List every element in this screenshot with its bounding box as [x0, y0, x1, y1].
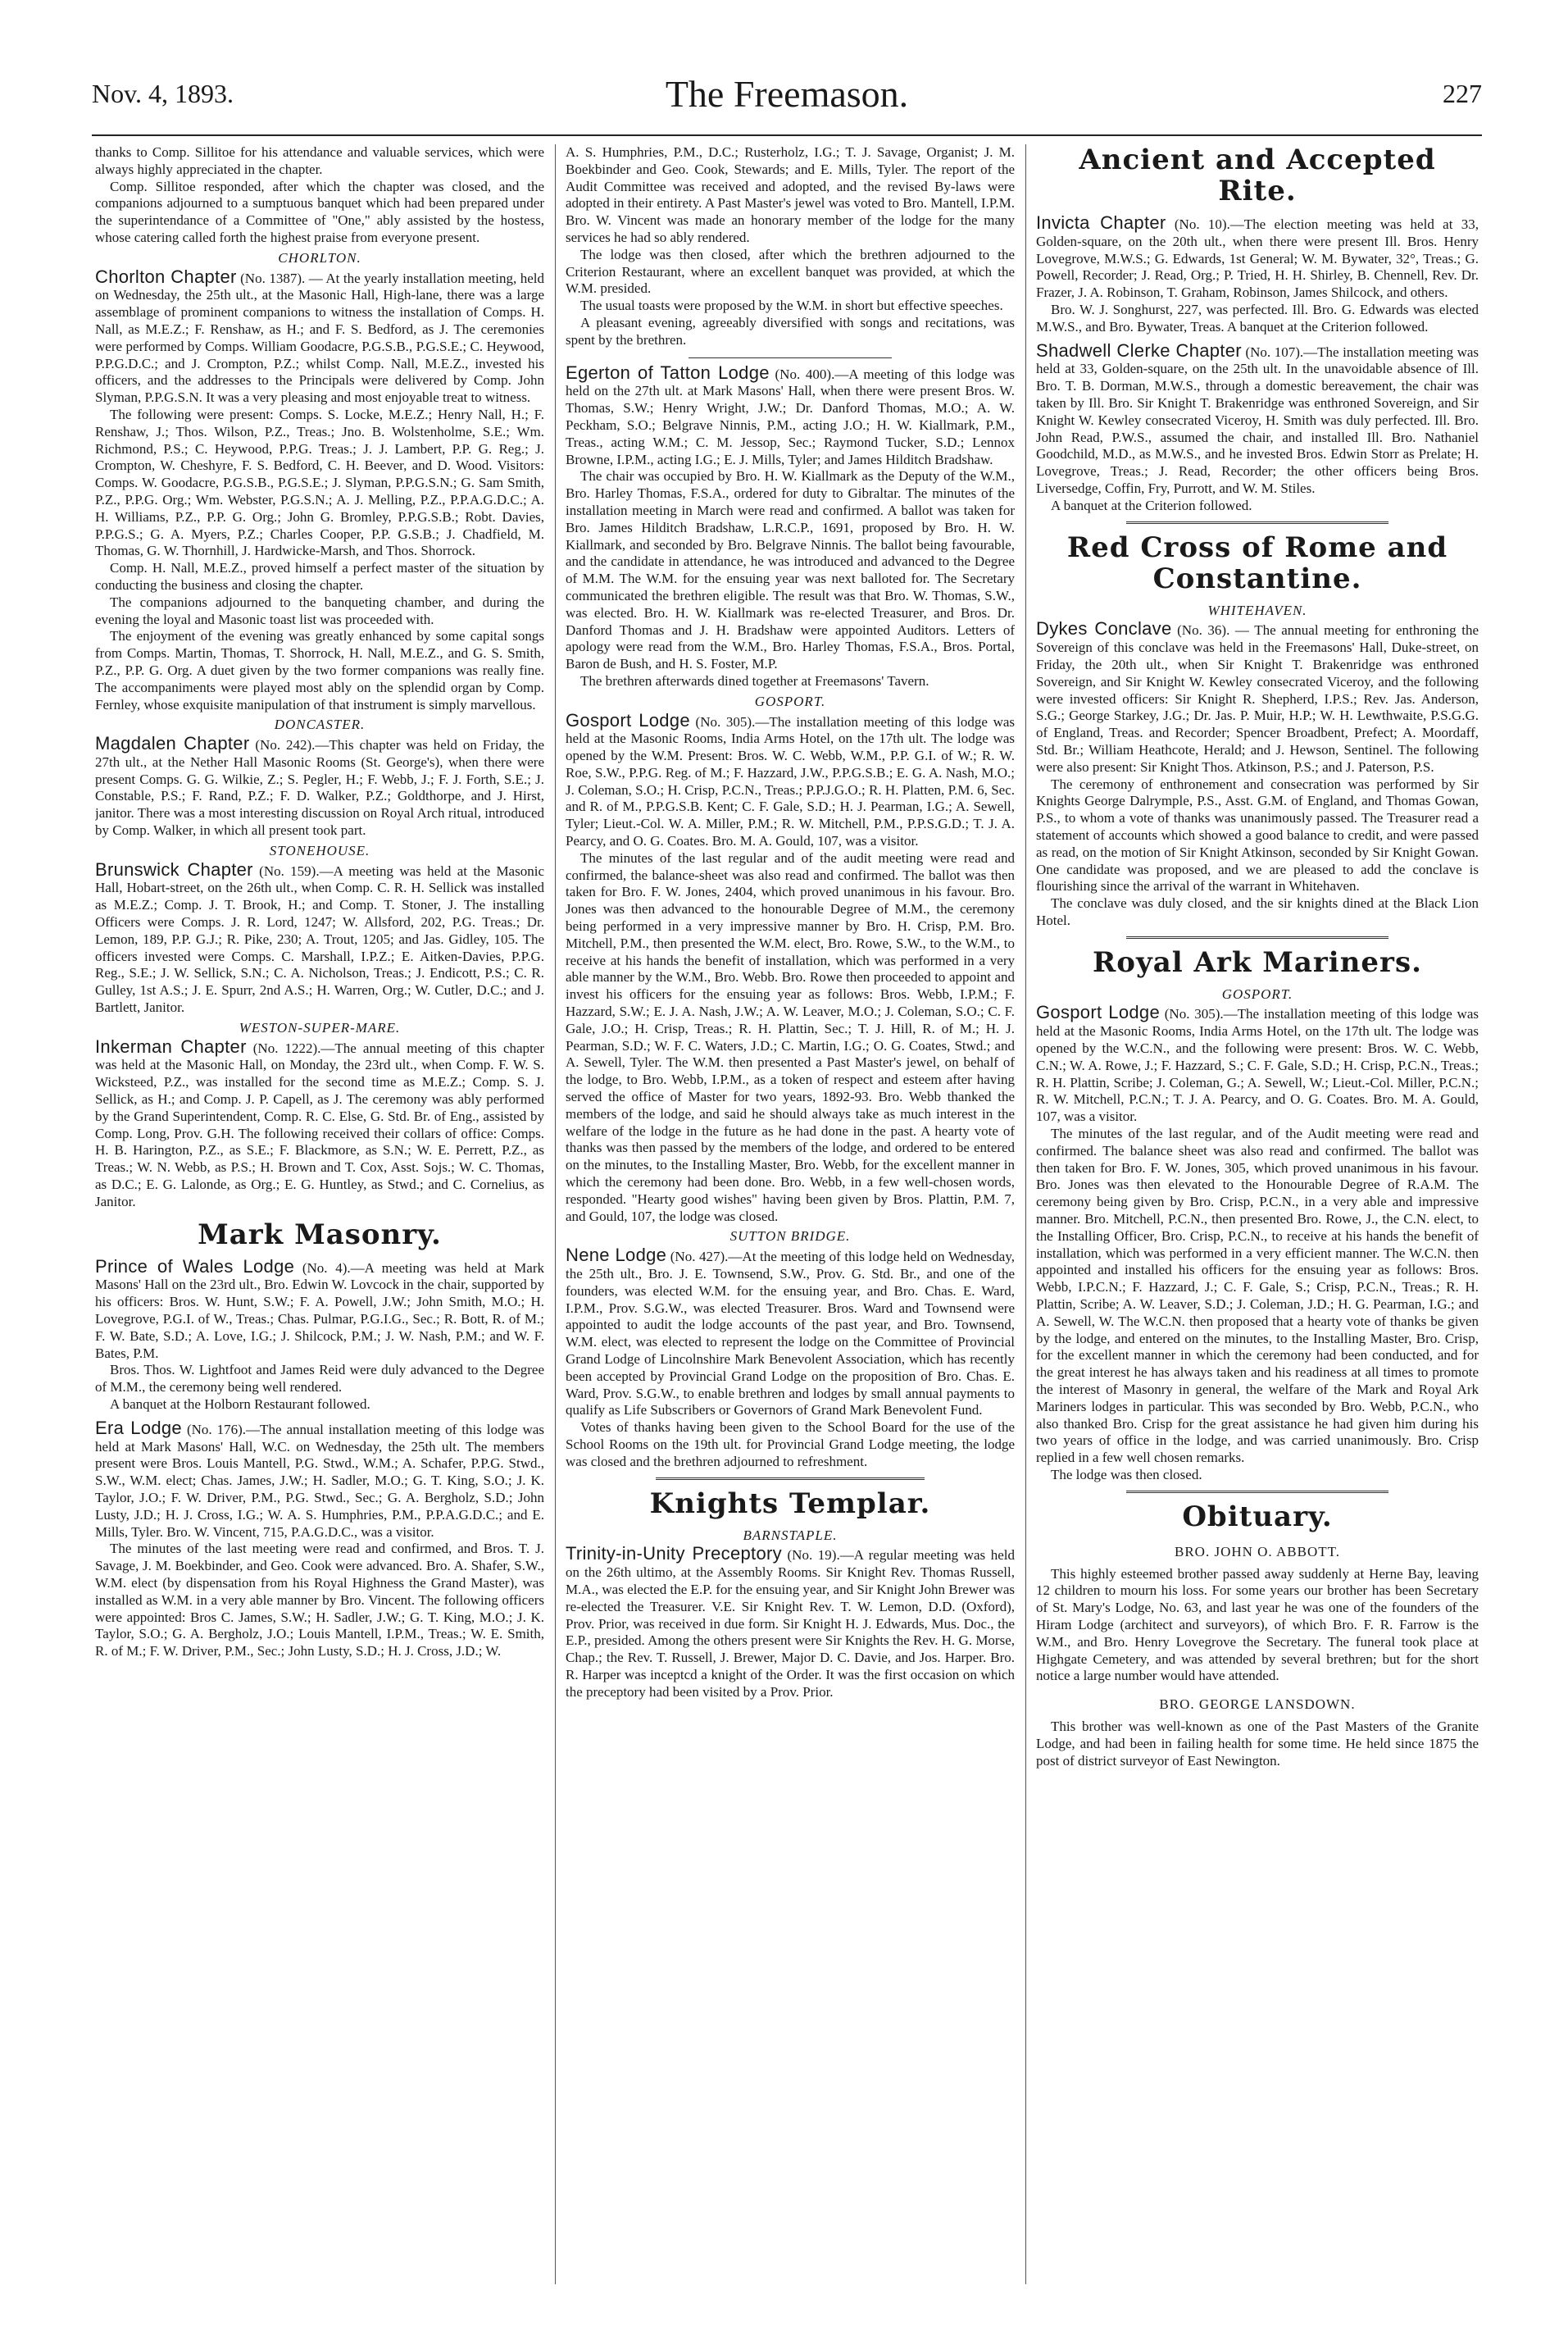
paragraph: Bro. W. J. Songhurst, 227, was perfected. Ill. Bro. G. Edwards was elected M.W.S., and Bro. Bywater, Treas. A banquet at the Criterion followed. — [1036, 301, 1479, 335]
column-2 — [566, 144, 1015, 2284]
report-text: (No. 176).—The annual installation meeting of this lodge was held at Mark Masons' Hall, W.C. on Wednesday, the 25th ult. The members present were Bros. Louis Mantell, P.G. Stwd., W.M.; A. Schafer, P.P.G. Stwd., S.W., W.M. elect; Chas. James, J.W.; H. Sadler, M.O.; G. T. King, S.O.; J. K. Taylor, J.O.; F. W. Driver, P.M., P.G. Stwd., Sec.; G. A. Bergholz, S.D.; John Lusty, J.D.; H. J. Cross, I.G.; W. A. S. Humphries, P.M., P.P.A.G.D.C.; and E. Mills, Tyler. Bro. W. Vincent, 715, P.A.G.D.C., was a visitor. — [95, 1421, 544, 1540]
lodge-name: Dykes Conclave — [1036, 618, 1172, 640]
paragraph: The brethren afterwards dined together at Freemasons' Tavern. — [580, 672, 929, 689]
report-brunswick — [95, 858, 544, 1017]
report-inkerman — [95, 1036, 544, 1211]
section-heading-red-cross: Red Cross of Rome and Constantine. — [1066, 530, 1448, 595]
report-text: (No. 10).—The election meeting was held at 33, Golden-square, on the 20th ult., when there were present Ill. Bros. Henry Lovegrove, M.W.S.; G. Edwards, 1st General; W. M. Bywater, 32°, Treas.; G. Powell, Recorder; J. Read, Org.; P. Tried, H. H. Shirley, B. Chennell, Rev. Dr. Frazer, J. A. Robinson, T. Graham, Robinson, James Shilcock, and others. — [1036, 216, 1479, 301]
masthead-title: The Freemason. — [665, 73, 909, 115]
location-heading: WESTON-SUPER-MARE. — [239, 1019, 401, 1036]
report-magdalen — [95, 735, 544, 840]
lodge-name: Trinity-in-Unity Preceptory — [566, 1543, 782, 1564]
location-heading: BARNSTAPLE. — [743, 1527, 838, 1543]
obituary-name: BRO. JOHN O. ABBOTT. — [1175, 1543, 1340, 1559]
section-rule — [1126, 521, 1388, 524]
page-header — [92, 72, 1482, 130]
section-rule — [1126, 1491, 1388, 1493]
report-text: (No. 159).—A meeting was held at the Masonic Hall, Hobart-street, on the 26th ult., when Comp. C. R. H. Sellick was installed as M.E.Z.; Comp. J. T. Brook, H.; and Comp. T. Stoner, J. The installing Officers were Comps. J. R. Lord, 1247; W. Allsford, 202, P.G. Treas.; Dr. Lemon, 189, P.P. G.J.; R. Pike, 230; A. Trout, 1205; and Jas. Gidley, 105. The officers invested were Comps. C. Marshall, I.P.Z.; E. Aitken-Davies, P.P.G. Reg., S.E.; J. W. Sellick, S.N.; C. A. Nicholson, Treas.; J. Endicott, P.S.; C. R. Gulley, 1st A.S.; J. E. Spurr, 2nd A.S.; H. Warren, Org.; W. Cutler, D.C.; and J. Bartlett, Janitor. — [95, 863, 544, 1016]
report-text: (No. 1387). — At the yearly installation meeting, held on Wednesday, the 25th ult., at the Masonic Hall, High-lane, there was a large assemblage of prominent companions to witness the installation of Comps. H. Nall, as M.E.Z.; F. Renshaw, as H.; and F. S. Bedford, as J. The ceremonies were performed by Comps. William Goodacre, P.G.S.B., P.G.S.E.; C. Heywood, P.P.G.D.C.; and J. Crompton, P.Z.; whilst Comp. Nall, M.E.Z., invested his officers, and the addresses to the Principals were delivered by Comp. John Slyman, P.P.G.S.N. It was a very pleasing and most enjoyable treat to witness. — [95, 270, 544, 406]
issue-date: Nov. 4, 1893. — [92, 79, 234, 108]
page-number: 227 — [1443, 79, 1482, 108]
lodge-name: Egerton of Tatton Lodge — [566, 362, 770, 383]
lodge-name: Invicta Chapter — [1036, 212, 1166, 233]
lodge-name: Inkerman Chapter — [95, 1036, 247, 1057]
paragraph: A. S. Humphries, P.M., D.C.; Rusterholz, I.G.; T. J. Savage, Organist; J. M. Boekbinder and Geo. Cook, Stewards; and E. Mills, Tyler. The report of the Audit Committee was received and adopted, and the revised By-laws were adopted in their entirety. A Past Master's jewel was voted to Bro. Mantell, I.P.M. Bro. W. Vincent was made an honorary member of the lodge for the many services he had so ably rendered. — [566, 144, 1015, 245]
header-rule — [92, 134, 1482, 136]
lodge-name: Gosport Lodge — [566, 709, 690, 731]
report-text: (No. 305).—The installation meeting of this lodge was held at the Masonic Rooms, India Arms Hotel, on the 17th ult. The lodge was opened by the W.C.N., and the following were present: Bros. W. C. Webb, C.N.; W. A. Rowe, J.; F. Hazzard, S.; C. F. Gale, S.D.; H. Crisp, P.C.N., Treas.; R. H. Plattin, Scribe; J. Coleman, G.; A. Sewell, W.; Lieut.-Col. Miller, P.C.N.; R. W. Mitchell, P.C.N.; T. J. A. Pearcy, and O. G. Coates. Bro. M. A. Gould, 107, was a visitor. — [1036, 1006, 1479, 1125]
column-divider — [1025, 144, 1026, 2284]
paragraph: thanks to Comp. Sillitoe for his attendance and valuable services, which were always highly appreciated in the chapter. — [95, 144, 544, 177]
report-gosport-ram — [1036, 1004, 1479, 1126]
lodge-name: Gosport Lodge — [1036, 1002, 1160, 1023]
paragraph: The minutes of the last regular, and of the Audit meeting were read and confirmed. The balance sheet was also read and confirmed. The ballot was then taken for Bro. F. W. Jones, 305, which proved unanimous in his favour. Bro. Jones was then elevated to the Honourable Degree of R.A.M. The ceremony being given by Bro. Crisp, P.C.N., in a very able and impressive manner. Bro. Mitchell, P.C.N., then presented Bro. Rowe, J., the C.N. elect, to the Installing Officer, Bro. Crisp, P.C.N., to receive at his hands the benefit of installation, which was performed in a very efficient manner. The W.C.N. then appointed and installed his officers for the ensuing year as follows: Bros. Webb, I.P.C.N.; F. Hazzard, J.; C. F. Gale, S.; Crisp, P.C.N., Treas.; R. H. Plattin, Scribe; A. W. Leaver, S.D.; J. Coleman, J.D.; H. G. Pearman, I.G.; and A. Sewell, W. The W.C.N. then proposed that a hearty vote of thanks be given by the lodge, and entered on the minutes, to the Installing Master, Bro. Crisp, for the excellent manner in which the ceremony had been conducted, and for the great interest he has always taken and his readiness at all times to promote the interest of Masonry in general, the welfare of the Mark and Royal Ark Mariners lodges in particular. This was seconded by Bro. Webb, P.C.N., who also thanked Bro. Crisp for the great assistance he had given him during his two years of office in the lodge, and was carried unanimously. Bro. Crisp replied in a few well chosen remarks. — [1036, 1126, 1479, 1466]
paragraph: This highly esteemed brother passed away suddenly at Herne Bay, leaving 12 children to mourn his loss. For some years our brother has been Secretary of St. Mary's Lodge, No. 63, and last year he was one of the founders of the Hiram Lodge (architect and surveyors), of which Bro. F. R. Farrow is the W.M., and Bro. Henry Lovegrove the Secretary. The funeral took place at Highgate Cemetery, and was attended by several brethren; but for the short notice a large number would have attended. — [1036, 1565, 1479, 1684]
location-heading: STONEHOUSE. — [269, 842, 370, 858]
location-heading: SUTTON BRIDGE. — [729, 1228, 851, 1245]
report-dykes — [1036, 618, 1479, 776]
paragraph: A banquet at the Criterion followed. — [1051, 497, 1252, 513]
paragraph: A pleasant evening, agreeably diversified with songs and recitations, was spent by the brethren. — [566, 314, 1015, 348]
section-rule — [1126, 936, 1388, 939]
paragraph: The conclave was duly closed, and the sir knights dined at the Black Lion Hotel. — [1036, 895, 1479, 928]
paragraph: The lodge was then closed. — [1051, 1467, 1202, 1482]
report-text: (No. 4).—A meeting was held at Mark Masons' Hall on the 23rd ult., Bro. Edwin W. Lovcock in the chair, supported by his officers: Bros. W. Hunt, S.W.; F. A. Powell, J.W.; John Smith, M.O.; H. Lovegrove, P.G.I. of W., Treas.; Chas. Pulmar, P.G.I.G., Sec.; R. Bott, R. of M.; F. W. Bate, S.D.; A. Love, I.G.; J. Shilcock, P.M.; J. W. Nash, P.M.; and W. F. Bates, P.M. — [95, 1259, 544, 1361]
paragraph: The companions adjourned to the banqueting chamber, and during the evening the loyal and Masonic toast list was proceeded with. — [95, 594, 544, 627]
report-trinity-in-unity — [566, 1543, 1015, 1700]
report-invicta — [1036, 212, 1479, 302]
paragraph: The chair was occupied by Bro. H. W. Kiallmark as the Deputy of the W.M., Bro. Harley Thomas, F.S.A., ordered for duty to Gibraltar. The minutes of the installation meeting in March were read and confirmed. A ballot was taken for Bro. James Hilditch Bradshaw, L.R.C.P., 1691, proposed by Bro. H. W. Kiallmark, and seconded by Bro. Belgrave Ninnis. The ballot being favourable, and the candidate in attendance, he was introduced and advanced to the Degree of M.M. The W.M. for the ensuing year was next balloted for. The Secretary communicated the brethren eligible. The result was that Bro. W. Thomas, S.W., was elected. Bro. H. W. Kiallmark was re-elected Treasurer, and Bros. Dr. Danford Thomas and J. H. Bradshaw were appointed Auditors. Letters of apology were read from the W.M., Bro. Harley Thomas, F.S.A., Bros. Portal, Baron de Bush, and H. S. Foster, M.P. — [566, 468, 1015, 672]
report-text: (No. 305).—The installation meeting of this lodge was held at the Masonic Rooms, India Arms Hotel, on the 17th ult. The lodge was opened by the W.M. Present: Bros. W. C. Webb, W.M., P.P. G.I. of W.; R. W. Roe, S.W., P.P.G. Reg. of M.; F. Hazzard, J.W., P.P.G.S.B.; E. G. A. Nash, M.O.; J. Coleman, S.O.; H. Crisp, P.C.N., Treas.; P.P.J.G.O.; R. H. Platten, P.M. 6, Sec. and R. of M., P.P.G.S.B. Kent; C. F. Gale, S.D.; H. J. Pearman, I.G.; A. Sewell, Tyler; Lieut.-Col. W. A. Miller, P.M.; R. W. Mitchell, P.M., P.P.S.G.D.; T. J. A. Pearcy, and O. G. Coates. Bro. M. A. Gould, 107, was a visitor. — [566, 713, 1015, 849]
lodge-name: Chorlton Chapter — [95, 266, 237, 287]
paragraph: The usual toasts were proposed by the W.M. in short but effective speeches. — [580, 298, 1003, 314]
location-heading: GOSPORT. — [1221, 986, 1293, 1002]
lodge-name: Prince of Wales Lodge — [95, 1255, 295, 1277]
paragraph: Votes of thanks having been given to the School Board for the use of the School Rooms on the 19th ult. for Provincial Grand Lodge meeting, the lodge was closed and the brethren adjourned to refreshment. — [566, 1419, 1015, 1469]
report-text: (No. 19).—A regular meeting was held on the 26th ultimo, at the Assembly Rooms. Sir Knight Rev. Thomas Russell, M.A., was elected the E.P. for the ensuing year, and Sir Knight John Brewer was re-elected the Treasurer. V.E. Sir Knight Rev. T. W. Lemon, D.D. (Oxford), Prov. Prior, was received in due form. Sir Knight H. J. Edwards, Mus. Doc., the E.P., presided. Among the others present were Sir Knights the Rev. H. G. Morse, Chap.; the Rev. T. Russell, J. Brewer, Major D. C. Davie, and Jos. Harper. Bro. R. Harper was inceptcd a knight of the Order. It was the first occasion on which the preceptory had been visited by a Prov. Prior. — [566, 1547, 1015, 1700]
report-egerton — [566, 362, 1015, 469]
section-heading-royal-ark-mariners: Royal Ark Mariners. — [1093, 945, 1422, 979]
paragraph: Comp. Sillitoe responded, after which the chapter was closed, and the companions adjourned to a sumptuous banquet which had been prepared under the superintendance of a Committee of "One," ably assisted by the hostess, whose catering called forth the highest praise from everyone present. — [95, 178, 544, 245]
report-shadwell-clerke — [1036, 339, 1479, 498]
paragraph: The lodge was then closed, after which the brethren adjourned to the Criterion Restaurant, where an excellent banquet was provided, at which the W.M. presided. — [566, 246, 1015, 297]
report-text: (No. 400).—A meeting of this lodge was held on the 27th ult. at Mark Masons' Hall, when there were present Bros. W. Thomas, S.W.; Henry Wright, J.W.; Dr. Danford Thomas, M.O.; A. W. Peckham, S.O.; Belgrave Ninnis, P.M., acting J.O.; H. W. Kiallmark, P.M., Treas., acting W.M.; C. M. Jessop, Sec.; Raymond Tucker, S.D.; Lennox Browne, I.P.M., acting I.G.; E. J. Mills, Tyler; and James Hilditch Bradshaw. — [566, 366, 1015, 467]
paragraph: The following were present: Comps. S. Locke, M.E.Z.; Henry Nall, H.; F. Renshaw, J.; Thos. Wilson, P.Z., Treas.; Jno. B. Wolstenholme, S.E.; Wm. Richmond, P.S.; C. Heywood, P.P.G. Treas.; J. J. Lambert, P.P. G. Reg.; J. Crompton, W. Cheshyre, F. S. Bedford, C. H. Beever, and D. Wood. Visitors: Comps. W. Goodacre, P.G.S.B., P.G.S.E.; J. Slyman, P.P.G.S.N.; G. Sam Smith, P.Z., P.P.G. Org.; Wm. Webster, P.G.S.N.; A. J. Melling, P.Z., P.P.A.G.D.C.; A. H. Williams, P.Z., P.P. G. Org.; John G. Bromley, P.P.G.S.B.; Robt. Davies, P.P.G.S.; G. A. Myers, P.Z.; Charles Cooper, P.P. G.S.B.; J. Chadfield, M. Thomas, G. W. Thornhill, J. Hardwicke-Marsh, and Thos. Shorrock. — [95, 406, 544, 559]
lodge-name: Nene Lodge — [566, 1245, 667, 1266]
obituary-name: BRO. GEORGE LANSDOWN. — [1159, 1696, 1356, 1713]
column-1 — [95, 144, 544, 2284]
location-heading: GOSPORT. — [754, 693, 826, 709]
paragraph: A banquet at the Holborn Restaurant followed. — [110, 1395, 370, 1412]
paragraph: The minutes of the last meeting were read and confirmed, and Bros. T. J. Savage, J. M. Boekbinder, and Geo. Cook were advanced. Bro. A. Shafer, S.W., W.M. elect (by dispensation from his Royal Highness the Grand Master), was installed as W.M. in a very able manner by Bro. Vincent. The following officers were appointed: Bros C. James, S.W.; H. Sadler, J.W.; G. T. King, M.O.; J. K. Taylor, S.O.; G. A. Bergholz, J.O.; Louis Mantell, I.P.M., Treas.; W. E. Smith, R. of M.; F. W. Driver, P.M., Sec.; John Lusty, S.D.; H. J. Cross, J.D.; W. — [95, 1541, 544, 1659]
section-heading-knights-templar: Knights Templar. — [649, 1486, 931, 1520]
report-text: (No. 107).—The installation meeting was held at 33, Golden-square, on the 25th ult. In the unavoidable absence of Ill. Bro. T. B. Dorman, M.W.S., through a domestic bereavement, the chair was taken by Ill. Bro. Sir Knight T. Brakenridge was enthroned Sovereign, and Sir Knight W. Kewley consecrated Viceroy, H. Smith was duly perfected. Ill. Bro. John Read, P.W.S., assumed the chair, and installed Ill. Bro. Nathaniel Goodchild, M.D., as M.W.S., and he invested Bros. Edwin Storr as Prelate; H. Lovegrove, Treas.; J. Read, Recorder; the other officers being Bros. Liversedge, Coffin, Fry, Purrott, and W. M. Stiles. — [1036, 344, 1479, 496]
section-heading-obituary: Obituary. — [1182, 1500, 1333, 1533]
paragraph: The minutes of the last regular and of the audit meeting were read and confirmed, the balance-sheet was also read and confirmed. The ballot was then taken for Bro. F. W. Jones, 2404, which proved unanimous in his favour. Bro. Jones was then advanced to the honourable Degree of M.M., the ceremony being performed in a very impressive manner by Bro. H. Crisp, P.M. Bro. Mitchell, P.M., then presented the W.M. elect, Bro. Rowe, S.W., to the W.M., to receive at his hands the benefit of installation, which was performed in a very able manner by the W.M., Bro. Webb. Bro. Rowe then proceeded to appoint and invest his officers for the ensuing year as follows: Bros. Webb, I.P.M.; F. Hazzard, S.W.; E. J. A. Nash, J.W.; A. W. Leaver, M.O.; J. Coleman, S.O.; C. F. Gale, J.O.; H. Crisp, Treas.; R. H. Plattin, Sec.; T. J. Hill, R. of M.; H. J. Pearman, S.D.; W. F. C. Waters, J.D.; C. Martin, I.G.; O. G. Coates, Stwd.; and A. Sewell, Tyler. The W.M. then presented a Past Master's jewel, on behalf of the lodge, to Bro. Webb, I.P.M., as a token of respect and esteem after having served the office of Master for two years, 1892-93. Bro. Webb thanked the members of the lodge, and said he should always take as much interest in the welfare of the lodge in the future as he had done in the past. A hearty vote of thanks was then passed by the members of the lodge, and ordered to be entered on the minutes, to the Installing Master, Bro. Webb, for the excellent manner in which the ceremony had been done. Bro. Webb, in a few well-chosen words, responded. "Hearty good wishes" having been given by Bros. Plattin, P.M. 7, and Gould, 107, the lodge was closed. — [566, 849, 1015, 1224]
paragraph: The ceremony of enthronement and consecration was performed by Sir Knights George Dalrymple, P.S., Asst. G.M. of England, and Thomas Gowan, P.S., to whom a vote of thanks was unanimously passed. The Treasurer read a statement of accounts which showed a good balance to credit, and were passed as read, on the motion of Sir Knight Atkinson, seconded by Sir Knight Gowan. One candidate was proposed, and we are pleased to add the conclave is flourishing since the arrival of the warrant in Whitehaven. — [1036, 776, 1479, 895]
location-heading: WHITEHAVEN. — [1207, 602, 1307, 618]
location-heading: CHORLTON. — [278, 249, 361, 266]
lodge-name: Shadwell Clerke Chapter — [1036, 339, 1242, 361]
report-text: (No. 427).—At the meeting of this lodge held on Wednesday, the 25th ult., Bro. J. E. Townsend, S.W., Prov. G. Std. Br., and one of the founders, was elected W.M. for the ensuing year, and Bro. Chas. E. Ward, I.P.M., Prov. S.G.W., was elected Treasurer. Bros. Ward and Townsend were appointed to audit the lodge accounts of the past year, and Bro. Townsend, W.M. elect, was elected to represent the lodge on the Committee of Provincial Grand Lodge of Lincolnshire Mark Benevolent Association, which has recently been accepted by Provincial Grand Lodge on the proposition of Bro. Chas. E. Ward, Prov. S.G.W., to enable brethren and lodges by small annual payments to qualify as Life Subscribers or Governors of Grand Mark Benevolent Fund. — [566, 1249, 1015, 1418]
report-prince-of-wales — [95, 1255, 544, 1363]
section-heading-mark-masonry: Mark Masonry. — [198, 1218, 442, 1251]
report-era — [95, 1417, 544, 1541]
report-text: (No. 36). — The annual meeting for enthroning the Sovereign of this conclave was held in the Freemasons' Hall, Duke-street, on Friday, the 20th ult., when Sir Knight T. Brakenridge was enthroned Sovereign, and Sir Knight W. Kewley consecrated Viceroy, and the following were invested officers: Sir Knight R. Shepherd, I.P.S.; Rev. Jas. Anderson, S.G.; George Starkey, J.G.; Dr. Jas. P. Muir, H.P.; W. H. Lewthwaite, P.S.G.G. of England, Treas. and Recorder; Spencer Broadbent, Prefect; A. Moordaff, Std. Br.; William Heathcote, Herald; and J. Hewson, Sentinel. The following were also present: Sir Knight Thos. Atkinson, P.S.; and J. Paterson, P.S. — [1036, 622, 1479, 775]
section-heading-ancient-accepted-rite: Ancient and Accepted Rite. — [1079, 144, 1436, 207]
lodge-name: Brunswick Chapter — [95, 858, 253, 880]
column-divider — [555, 144, 556, 2284]
paragraph: This brother was well-known as one of the Past Masters of the Granite Lodge, and had been in failing health for some time. He held since 1875 the post of district surveyor of East Newington. — [1036, 1718, 1479, 1769]
section-rule — [656, 1477, 925, 1480]
lodge-name: Magdalen Chapter — [95, 733, 250, 754]
report-text: (No. 242).—This chapter was held on Friday, the 27th ult., at the Nether Hall Masonic Rooms (St. George's), when there were present Comps. G. G. Wilkie, Z.; S. Pegler, H.; F. Webb, J.; F. J. Forth, S.E.; J. Constable, P.S.; F. Rand, P.Z.; F. D. Walker, P.Z.; Goldthorpe, and J. Hirst, janitor. There was a most interesting discussion on Royal Arch ritual, introduced by Comp. Walker, in which all present took part. — [95, 737, 544, 839]
report-chorlton — [95, 266, 544, 407]
column-3 — [1036, 144, 1479, 2284]
lodge-name: Era Lodge — [95, 1417, 182, 1438]
report-nene — [566, 1247, 1015, 1419]
section-rule — [689, 357, 892, 358]
paragraph: Bros. Thos. W. Lightfoot and James Reid were duly advanced to the Degree of M.M., the ceremony being well rendered. — [95, 1362, 544, 1395]
report-gosport — [566, 709, 1015, 850]
report-text: (No. 1222).—The annual meeting of this chapter was held at the Masonic Hall, on Monday, the 23rd ult., when Comp. F. W. S. Wicksteed, P.Z., was installed for the second time as M.E.Z.; Comp. S. J. Sellick, as H.; and Comp. J. P. Capell, as J. The ceremony was ably performed by the Grand Superintendent, Comp. R. C. Else, G. Std. Br. of Eng., assisted by Comp. Long, Prov. G.H. The following received their collars of office: Comps. H. B. Harington, P.Z., as S.E.; F. Blackmore, as S.N.; W. E. Perrett, P.Z., as Treas.; W. N. Webb, as P.S.; H. Brown and T. Cox, Asst. Sojs.; W. C. Thomas, as D.C.; E. G. Lalonde, as Org.; E. G. Huntley, as Stwd.; and C. Cornelius, as Janitor. — [95, 1040, 544, 1209]
paragraph: The enjoyment of the evening was greatly enhanced by some capital songs from Comps. Martin, Thomas, T. Shorrock, H. Nall, M.E.Z., and G. S. Smith, P.Z., P.P. G. Org. A duet given by the two former companions was really fine. The accompaniments were played most ably on the splendid organ by Comp. Fernley, whose exquisite manipulation of that instrument is simply marvellous. — [95, 628, 544, 713]
paragraph: Comp. H. Nall, M.E.Z., proved himself a perfect master of the situation by conducting the business and closing the chapter. — [95, 560, 544, 593]
location-heading: DONCASTER. — [274, 717, 366, 733]
